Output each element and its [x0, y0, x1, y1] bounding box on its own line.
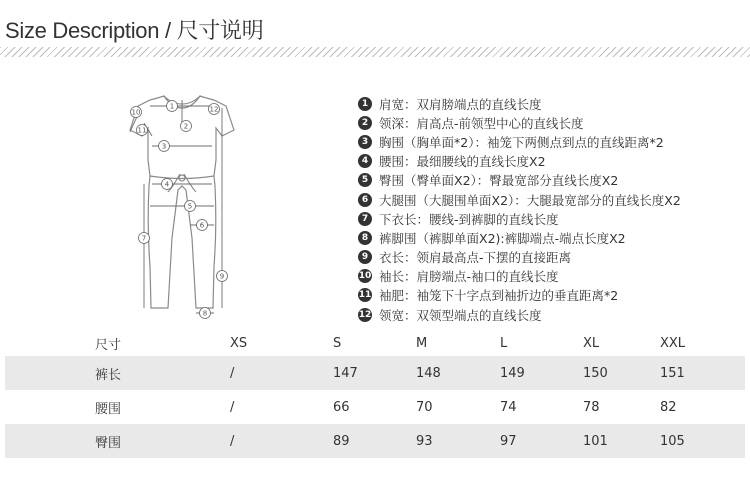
legend-text: 领宽：双领型端点的直线长度 — [379, 307, 542, 323]
column-header: XL — [583, 335, 600, 351]
figure-marker: 2 — [183, 122, 189, 131]
legend-text: 领深：肩高点-前领型中心的直线长度 — [379, 115, 584, 131]
legend-item — [358, 190, 681, 209]
header-hatch-divider — [0, 47, 750, 57]
figure-marker: 9 — [219, 272, 225, 281]
table-cell: 105 — [660, 433, 685, 449]
column-header: 尺寸 — [95, 337, 122, 353]
row-label: 臀围 — [95, 435, 122, 451]
table-cell: 97 — [500, 433, 517, 449]
figure-marker: 10 — [131, 108, 141, 117]
table-cell: / — [230, 365, 235, 381]
legend-number: 9 — [358, 250, 372, 264]
column-header: L — [500, 335, 508, 351]
size-table — [5, 330, 745, 458]
legend-text: 肩宽：双肩膀端点的直线长度 — [379, 96, 542, 112]
legend-number: 8 — [358, 231, 372, 245]
table-row — [5, 356, 745, 390]
figure-marker: 11 — [137, 126, 147, 135]
legend-number: 6 — [358, 193, 372, 207]
figure-marker: 5 — [187, 202, 193, 211]
figure-marker: 6 — [199, 221, 205, 230]
table-cell: 74 — [500, 399, 517, 415]
legend-text: 袖肥：袖笼下十字点到袖折边的垂直距离*2 — [379, 288, 619, 304]
table-cell: 151 — [660, 365, 685, 381]
legend-item — [358, 171, 681, 190]
figure-marker: 1 — [169, 102, 175, 111]
legend-number: 7 — [358, 212, 372, 226]
legend-item — [358, 305, 681, 324]
table-cell: 70 — [416, 399, 433, 415]
table-cell: 93 — [416, 433, 433, 449]
legend-number: 12 — [358, 309, 372, 320]
table-row — [5, 424, 745, 458]
legend-text: 裤脚围（裤脚单面X2):裤脚端点-端点长度X2 — [379, 230, 626, 246]
legend-text: 衣长：领肩最高点-下摆的直接距离 — [379, 250, 572, 266]
legend-item — [358, 209, 681, 228]
table-cell: 148 — [416, 365, 441, 381]
legend-text: 胸围（胸单面*2）：袖笼下两侧点到点的直线距离*2 — [379, 134, 664, 150]
legend-number: 2 — [358, 116, 372, 130]
table-cell: / — [230, 433, 235, 449]
table-cell: / — [230, 399, 235, 415]
measurement-legend — [358, 94, 681, 324]
table-cell: 82 — [660, 399, 677, 415]
legend-text: 袖长：肩膀端点-袖口的直线长度 — [379, 269, 559, 285]
legend-text: 下衣长：腰线-到裤脚的直线长度 — [379, 211, 559, 227]
legend-text: 腰围：最细腰线的直线长度X2 — [379, 154, 546, 170]
figure-marker: 3 — [161, 142, 167, 151]
legend-item — [358, 267, 681, 286]
legend-number: 4 — [358, 154, 372, 168]
figure-marker: 7 — [141, 234, 147, 243]
legend-number: 10 — [358, 271, 372, 282]
figure-marker: 12 — [209, 105, 219, 114]
row-label: 裤长 — [95, 367, 122, 383]
legend-text: 大腿围（大腿围单面X2）：大腿最宽部分的直线长度X2 — [379, 192, 681, 208]
legend-item — [358, 248, 681, 267]
legend-item — [358, 113, 681, 132]
legend-item — [358, 228, 681, 247]
legend-item — [358, 152, 681, 171]
legend-number: 3 — [358, 135, 372, 149]
table-cell: 101 — [583, 433, 608, 449]
jumpsuit-outline — [122, 88, 242, 320]
legend-number: 1 — [358, 97, 372, 111]
legend-number: 5 — [358, 173, 372, 187]
table-cell: 147 — [333, 365, 358, 381]
jumpsuit-diagram — [122, 88, 242, 320]
column-header: M — [416, 335, 428, 351]
legend-item — [358, 94, 681, 113]
table-cell: 149 — [500, 365, 525, 381]
table-cell: 78 — [583, 399, 600, 415]
legend-text: 臀围（臀单面X2）：臀最宽部分直线长度X2 — [379, 173, 619, 189]
table-cell: 66 — [333, 399, 350, 415]
legend-item — [358, 132, 681, 151]
column-header: S — [333, 335, 342, 351]
figure-marker: 8 — [202, 309, 208, 318]
legend-number: 11 — [358, 290, 372, 301]
page-title: Size Description / 尺寸说明 — [5, 18, 264, 43]
table-cell: 150 — [583, 365, 608, 381]
page-header — [0, 0, 750, 60]
column-header: XXL — [660, 335, 686, 351]
table-cell: 89 — [333, 433, 350, 449]
table-row — [5, 390, 745, 424]
table-header-row — [5, 330, 745, 356]
row-label: 腰围 — [95, 401, 122, 417]
legend-item — [358, 286, 681, 305]
column-header: XS — [230, 335, 248, 351]
figure-marker: 4 — [164, 180, 170, 189]
